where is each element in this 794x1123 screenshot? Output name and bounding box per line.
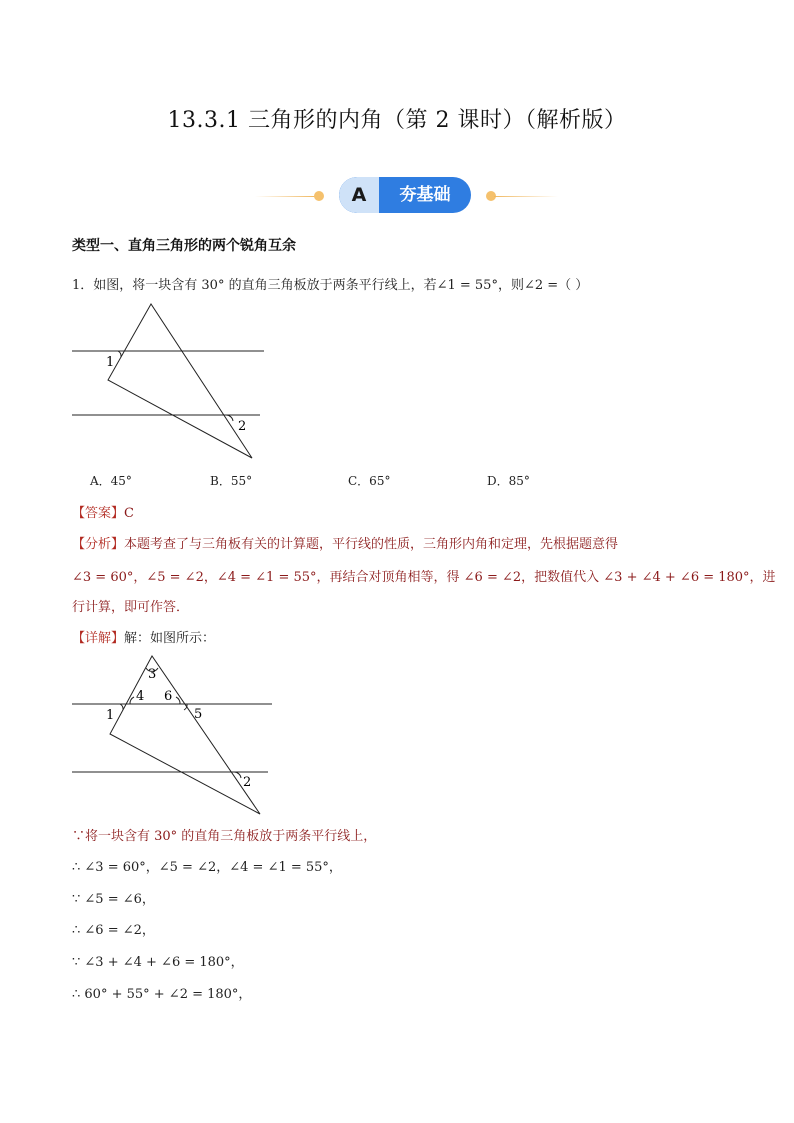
label-3: 3: [148, 667, 157, 682]
banner-label: 夯基础: [399, 185, 451, 205]
banner-letter: A: [339, 177, 379, 213]
label-6: 6: [164, 689, 173, 704]
step-3: ∵ ∠5 = ∠6，: [72, 892, 155, 907]
step-2: ∴ ∠3 = 60°，∠5 = ∠2，∠4 = ∠1 = 55°，: [72, 860, 342, 875]
angle-1-arc-2: [120, 704, 123, 710]
answer-value: C: [124, 506, 134, 521]
analysis-tag: 【分析】: [72, 537, 125, 552]
option-b[interactable]: B．55°: [210, 474, 253, 488]
triangle-2: [110, 656, 260, 814]
angle-1-label: 1: [106, 355, 115, 370]
angle-4-arc: [130, 697, 134, 704]
detail-tag: 【详解】: [72, 631, 125, 646]
step-1: ∵将一块含有 30° 的直角三角板放于两条平行线上，: [72, 829, 377, 844]
analysis-line-1: 【分析】本题考查了与三角板有关的计算题，平行线的性质，三角形内角和定理，先根据题意得: [72, 537, 619, 552]
step-4: ∴ ∠6 = ∠2，: [72, 923, 155, 938]
step-5: ∵ ∠3 + ∠4 + ∠6 = 180°，: [72, 955, 244, 970]
angle-6-arc: [176, 697, 180, 704]
label-5: 5: [194, 707, 203, 722]
option-a[interactable]: A．45°: [90, 474, 132, 488]
section-title: 类型一、直角三角形的两个锐角互余: [72, 238, 296, 254]
option-c[interactable]: C．65°: [348, 474, 391, 488]
page-title: 13.3.1 三角形的内角（第 2 课时）（解析版）: [167, 108, 627, 133]
answer-tag: 【答案】: [72, 506, 125, 521]
label-1: 1: [106, 708, 115, 723]
detail-line: 【详解】解：如图所示：: [72, 631, 216, 646]
angle-2-label: 2: [238, 419, 247, 434]
question-text: 1．如图，将一块含有 30° 的直角三角板放于两条平行线上，若∠1 = 55°，则∠2 =（ ）: [72, 278, 589, 293]
analysis-line-2: ∠3 = 60°，∠5 = ∠2，∠4 = ∠1 = 55°，再结合对顶角相等，得 ∠6 = ∠2，把数值代入 ∠3 + ∠4 + ∠6 = 180°，进: [72, 570, 776, 585]
label-2: 2: [243, 775, 252, 790]
analysis-line-3: 行计算，即可作答．: [72, 600, 190, 615]
option-d[interactable]: D．85°: [487, 474, 530, 488]
label-4: 4: [136, 689, 145, 704]
step-6: ∴ 60° + 55° + ∠2 = 180°，: [72, 987, 252, 1002]
